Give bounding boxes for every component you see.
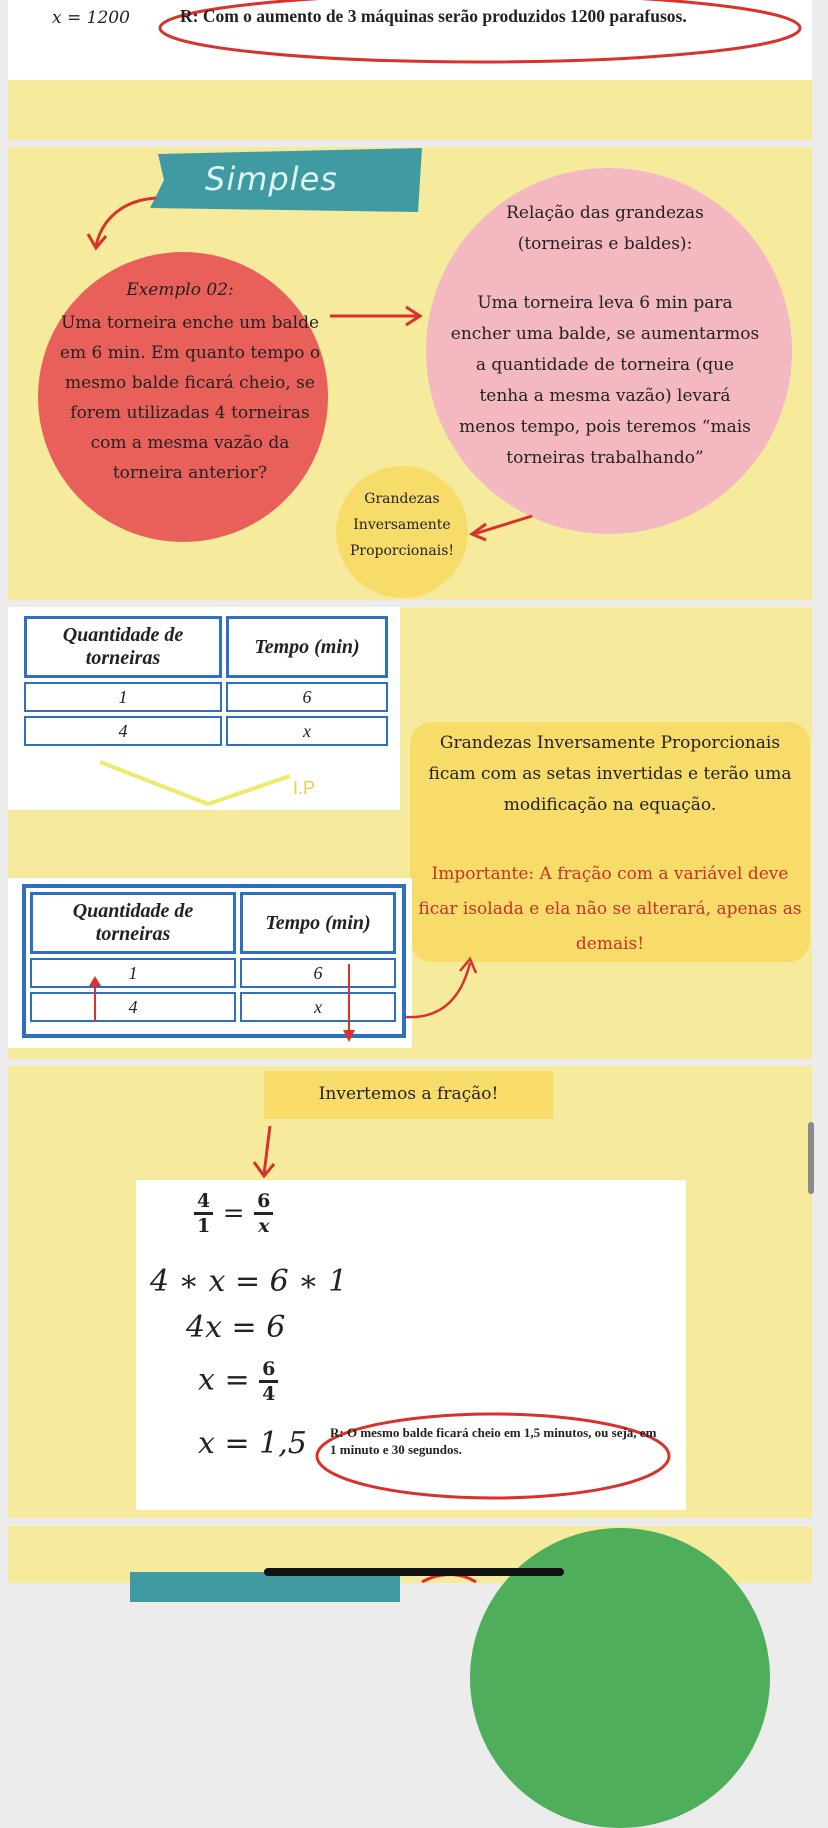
up-arrow-icon [86, 974, 104, 1024]
frac-num: 6 [257, 1190, 271, 1212]
table1-cell: x [226, 716, 388, 746]
table1-header-qty: Quantidade de torneiras [24, 616, 222, 678]
down-arrow-to-solution [248, 1124, 280, 1180]
home-indicator[interactable] [264, 1568, 564, 1576]
table2-cell: x [240, 992, 396, 1022]
bottom-teal-banner [130, 1572, 400, 1602]
table1-cell: 4 [24, 716, 222, 746]
line4-lhs: x = [198, 1362, 250, 1398]
table1 [20, 612, 392, 750]
relation-title: Relação das grandezas (torneiras e baldes): [506, 203, 704, 254]
table2-cell: 1 [30, 958, 236, 988]
scrollbar-thumb[interactable] [808, 1122, 814, 1194]
table2-header-time: Tempo (min) [240, 892, 396, 954]
arrow-to-relation [328, 304, 428, 328]
table1-header-time: Tempo (min) [226, 616, 388, 678]
top-yellow-strip [8, 80, 812, 140]
frac-den: x [254, 1212, 273, 1237]
equation-line-3: 4x = 6 [186, 1310, 286, 1345]
table1-cell: 1 [24, 682, 222, 712]
table2-cell: 6 [240, 958, 396, 988]
explanation-text: Grandezas Inversamente Proporcionais ficam com as setas invertidas e terão uma modificação na equação. [428, 733, 792, 815]
fraction-6-over-x [254, 1190, 273, 1237]
arrow-to-inverse [466, 512, 536, 542]
curved-arrow-to-important [404, 955, 484, 1025]
ip-chevron [96, 758, 296, 808]
ip-note: I.P [293, 778, 316, 798]
down-arrow-icon [340, 962, 358, 1044]
important-note: Importante: A fração com a variável deve ficar isolada e ela não se alterará, apenas as demais! [418, 864, 802, 954]
table2-cell: 4 [30, 992, 236, 1022]
frac-num: 4 [197, 1190, 211, 1212]
inverse-label: Grandezas Inversamente Proporcionais! [349, 491, 455, 559]
equation-x-1200: x = 1200 [52, 8, 130, 28]
equation-line-5: x = 1,5 [198, 1426, 307, 1461]
banner-title: Simples [205, 160, 338, 198]
example-text: Uma torneira enche um balde em 6 min. Em quanto tempo o mesmo balde ficará cheio, se forem utilizadas 4 torneiras com a mesma vazão da torneira anterior? [59, 313, 321, 483]
example-title: Exemplo 02: [126, 280, 234, 300]
table2-header-qty: Quantidade de torneiras [30, 892, 236, 954]
equation-line-4 [198, 1358, 278, 1405]
solution-answer: R: O mesmo balde ficará cheio em 1,5 minutos, ou seja, em 1 minuto e 30 segundos. [330, 1425, 657, 1457]
frac-den: 4 [259, 1380, 278, 1405]
table1-cell: 6 [226, 682, 388, 712]
frac-num: 6 [262, 1358, 276, 1380]
fraction-4-over-1 [194, 1190, 213, 1237]
curved-arrow-to-example [84, 190, 164, 260]
fraction-6-over-4 [259, 1358, 278, 1405]
frac-den: 1 [194, 1212, 213, 1237]
relation-text: Uma torneira leva 6 min para encher uma balde, se aumentarmos a quantidade de torneira (que tenha a mesma vazão) levará menos tempo, pois teremos “mais torneiras trabalhando” [450, 293, 760, 468]
equation-line-2: 4 ∗ x = 6 ∗ 1 [150, 1264, 348, 1299]
equation-line-1: $\frac{4}{1}$ = $\frac{6}{x}$ [194, 1190, 273, 1237]
top-answer-text: R: Com o aumento de 3 máquinas serão produzidos 1200 parafusos. [180, 6, 687, 26]
invert-label: Invertemos a fração! [318, 1084, 499, 1104]
